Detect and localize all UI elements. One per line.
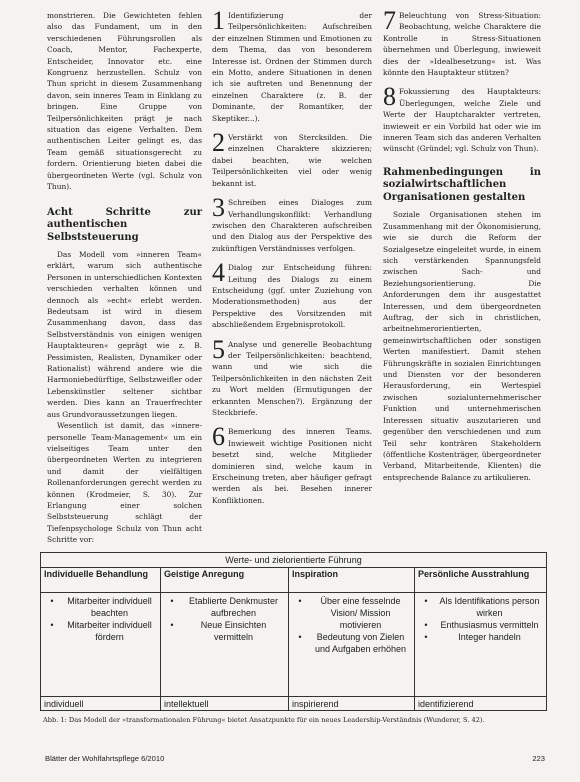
list-item: • Mitarbeiter individuell fördern (50, 620, 152, 642)
list-item: • Enthusiasmus vermitteln (424, 620, 539, 630)
step-number: 1 (212, 6, 225, 35)
step-8 (383, 82, 541, 154)
figure-title: Werte- und zielorientierte Führung (41, 553, 546, 568)
step-text: Analyse und generelle Beobachtung der Teilpersönlichkeiten: beachtend, wann und wie sich die Teilpersönlichkeiten in den nächsten Zeit zu Wort melden (Ermutigungen der erkannten Menschen?). Ergänzung der Steckbriefe. (212, 339, 372, 417)
paragraph-selbststeuerung: Wesentlich ist damit, das »innere-personelle Team-Management« um ein vielseitiges Team unter den übergeordneten Werten zu integrieren und damit der vielfältigen Rollenanforderungen gerecht werden zu können (Krodmeier, S. 30). Zur Erlangung einer solchen Selbststeuerung schlägt der Tiefenpsychologe Schulz von Thun acht Schritte vor: (47, 421, 202, 545)
figure-column-inspiration (289, 568, 415, 696)
column-2 (212, 6, 372, 506)
step-text: Bemerkung des inneren Teams. Inwieweit wichtige Positionen nicht besetzt sind, welche Mitglieder dominieren sind, welche kaum in Erscheinung treten, aber häufiger gefragt werden als bei. Besehen innerer Konfliktionen. (212, 427, 372, 505)
step-text: Identifizierung der Teilpersönlichkeiten: Aufschreiben der einzelnen Stimmen und Emotionen zu dem Thema, das von besonderem Interesse ist. Ordnen der Stimmen durch ein Motto, andere Situationen in denen ich sie auftreten und Benennung der einzelnen Charaktere (z. B. der Dominante, der Romantiker, der Skeptiker...). (212, 11, 372, 123)
page-number: 223 (532, 754, 545, 763)
section-heading-rahmenbedingungen: Rahmenbedingungen in sozialwirtschaftlichen Organisationen gestalten (383, 166, 541, 203)
paragraph-soziale-organisationen: Soziale Organisationen stehen im Zusammenhang mit der Ökonomisierung, wie sie durch die Reform der Sozialgesetze eingeleitet wurde, in einem sich verstärkenden Spannungsfeld zwischen Sach- und Beziehungsorientierung. Die Anforderungen dem ihr ausgestattet Interessen, und dem übergeordneten Auftrag, der sich in christlichen, arbeitnehmerorientierten, gemeinwirtschaftlichen oder sonstigen Werten manifestiert. Damit stehen Führungskräfte in sozialen Einrichtungen und Diensten vor der besonderen Herausforderung, ein Wertespiel zwischen sozialunternehmerischer Funktion und unternehmerischen Interessen situativ auszutarieren und gegenüber den verschiedenen und zum Teil sehr konträren Stakeholdern (öffentliche Kostenträger, übergeordneter Verband, Mitarbeitende, Klienten) die entsprechende Balance zu artikulieren. (383, 210, 541, 482)
step-1 (212, 6, 372, 124)
step-text: Fokussierung des Hauptakteurs: Überlegungen, welche Ziele und Werte der Hauptcharakter vertreten, inwieweit er ein Vorbild hat oder wie im inneren Team sich das anderen Verhalten wünscht (Gründel; vgl. Schulz von Thun). (383, 87, 541, 154)
figure-column-header: Individuelle Behandlung (41, 568, 160, 593)
step-5 (212, 334, 372, 419)
intro-paragraph: monstrieren. Die Gewichteten fehlen also das Fundament, um in den verschiedenen Führungsrollen als Coach, Mentor, Fachexperte, Entscheider, Innovator etc. eine Kongruenz herzustellen. Schulz von Thun spricht in diesem Zusammenhang davon, sein inneres Team in Einklang zu bringen. Eine Gruppe von Teilpersönlichkeiten prägt je nach situation das eigene Verhalten. Dem authentischen Leiter gelingt es, das Team gemäß situationsgerecht zu fordern. Orientierung bieten dabei die übergeordneten Werte (vgl. Schulz von Thun). (47, 11, 202, 192)
figure-fuehrung-table (40, 552, 547, 711)
figure-footer-cell: identifizierend (418, 699, 474, 709)
figure-footer-cell: inspirierend (289, 697, 415, 711)
figure-column-persoenliche-ausstrahlung (415, 568, 546, 696)
list-item: • Integer handeln (424, 632, 521, 642)
paragraph-inneres-team: Das Modell vom »inneren Team« erklärt, warum sich authentische Personen in unterschiedlichen Kontexten verschieden verhalten können und dennoch als »echt« erlebt werden. Bedeutsam ist wird in diesem Zusammenhang davon, dass das Selbstverständnis von einigen wenigen Hauptakteuren« geprägt wie z. B. Pessimisten, Realisten, Dynamiker oder Rationalist) während andere wie die Harmoniebedürftige, Selbstzweifler oder Lebenskünstler seltener sichtbar werden. Dies kann an Trauerfrechter aus Grundvoraussetzungen liegen. (47, 250, 202, 419)
figure-column-header: Persönliche Ausstrahlung (415, 568, 546, 593)
step-number: 5 (212, 334, 225, 364)
figure-footer-row (41, 696, 546, 711)
list-item: • Über eine fesselnde Vision/ Mission motivieren (298, 596, 401, 630)
step-3 (212, 193, 372, 254)
list-item: • Neue Einsichten vermitteln (170, 620, 267, 642)
column-1 (47, 10, 202, 546)
step-number: 6 (212, 422, 225, 452)
step-2 (212, 128, 372, 189)
step-text: Verstärkt von Stercksilden. Die einzelnen Charaktere skizzieren; dabei beachten, wie welchen Teilpersönlichkeiten viel oder wenig bekannt ist. (212, 133, 372, 188)
list-item: • Mitarbeiter individuell beachten (50, 596, 152, 618)
step-7 (383, 6, 541, 78)
figure-column-geistige-anregung (161, 568, 289, 696)
figure-grid (41, 568, 546, 696)
column-3 (383, 6, 541, 483)
figure-column-individuelle-behandlung (41, 568, 161, 696)
list-item: • Als Identifikations person wirken (424, 596, 540, 618)
step-number: 4 (212, 258, 225, 288)
section-heading-acht-schritte: Acht Schritte zur authentischen Selbststeuerung (47, 206, 202, 243)
figure-footer-cell: individuell (41, 697, 161, 711)
step-number: 3 (212, 193, 225, 223)
figure-column-header: Inspiration (289, 568, 414, 593)
step-text: Beleuchtung von Stress-Situation: Beobachtung, welche Charaktere die Kontrolle in Stress-Situationen übernehmen und Überlegung, inwieweit dies der »Idealbesetzung« ist. Was könnte den Hauptakteur stützen? (383, 11, 541, 78)
step-text: Schreiben eines Dialoges zum Verhandlungskonflikt: Verhandlung zwischen den Charakteren aufschreiben und den Dialog aus der Perspektive des zukünftigen Verständnisses verfolgen. (212, 198, 372, 253)
page-footer (45, 754, 545, 763)
step-6 (212, 422, 372, 506)
step-4 (212, 258, 372, 330)
figure-column-header: Geistige Anregung (161, 568, 288, 593)
step-text: Dialog zur Entscheidung führen: Leitung des Dialogs zu einem Entscheidung (ggf. unter Zuziehung von Moderationsmethoden) aus der Perspektive des Vorsitzenden mit abschließendem Ergebnisprotokoll. (212, 263, 372, 330)
journal-name: Blätter der Wohlfahrtspflege 6/2010 (45, 754, 165, 763)
list-item: • Etablierte Denkmuster aufbrechen (170, 596, 279, 618)
step-number: 2 (212, 128, 225, 158)
step-number: 7 (383, 6, 396, 35)
figure-caption: Abb. 1: Das Modell der »transformationalen Führung« bietet Ansatzpunkte für ein neues Leadership-Verständnis (Wunderer, S. 42). (43, 716, 485, 724)
figure-footer-cell: intellektuell (161, 697, 289, 711)
step-number: 8 (383, 82, 396, 112)
list-item: • Bedeutung von Zielen und Aufgaben erhöhen (298, 632, 407, 654)
